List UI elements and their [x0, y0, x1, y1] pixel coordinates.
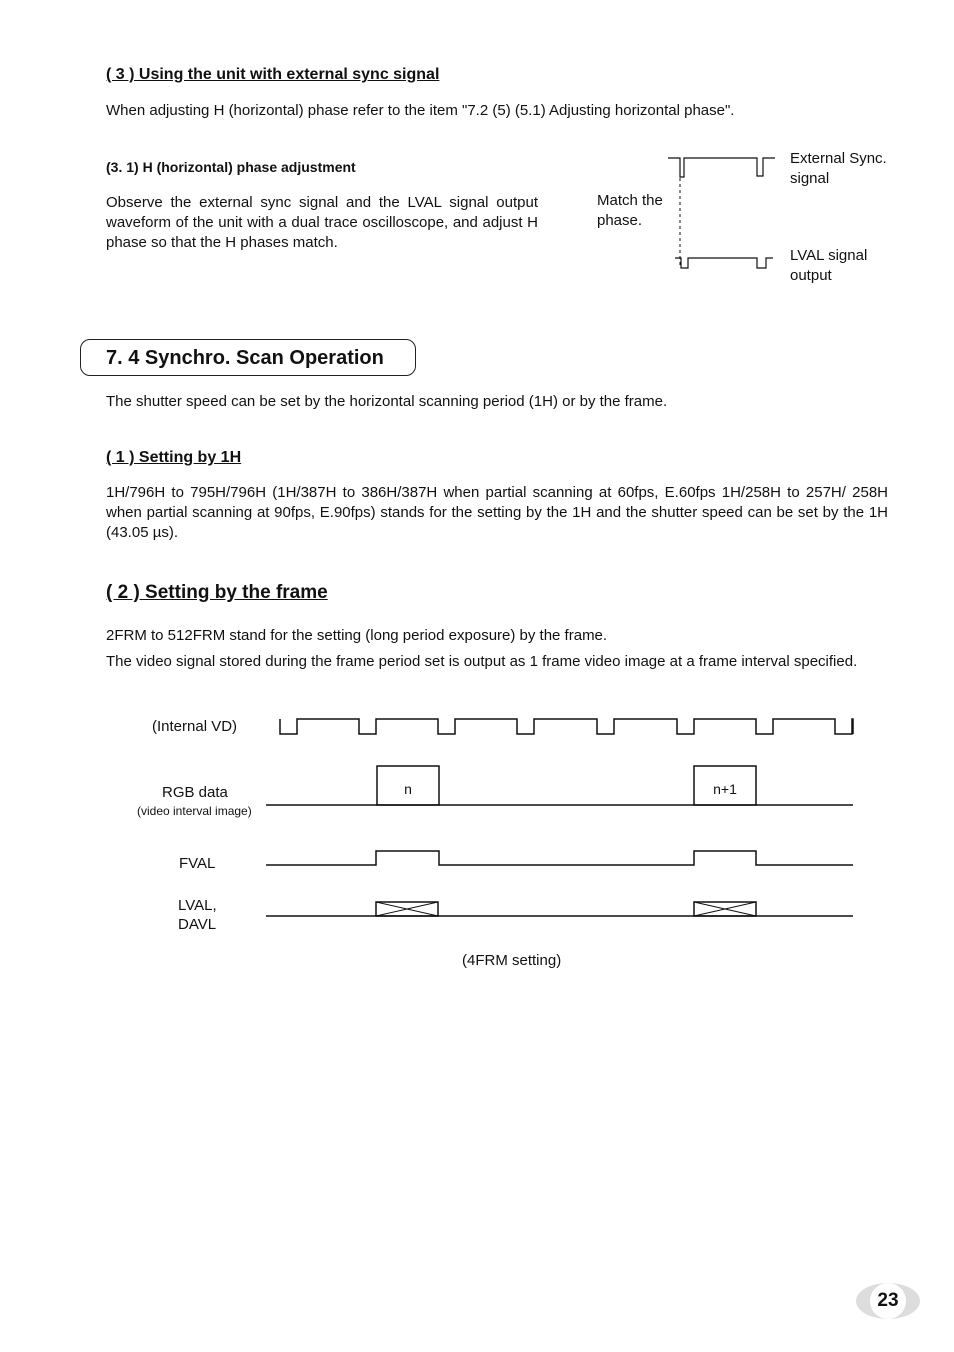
lval-signal-label: LVAL signal output: [790, 247, 868, 284]
internal-vd-label: (Internal VD): [152, 718, 238, 735]
fval-label: FVAL: [179, 855, 216, 872]
rgb-data-sublabel: (video interval image): [137, 804, 252, 818]
lval-active-n1: [694, 902, 756, 916]
setting-1h-heading: ( 1 ) Setting by 1H: [106, 449, 242, 466]
page-number-badge: [856, 1283, 920, 1319]
external-sync-label: External Sync. signal: [790, 150, 887, 187]
section-3-intro: When adjusting H (horizontal) phase refer to the item "7.2 (5) (5.1) Adjusting horizontal phase".: [106, 102, 735, 119]
lval-active-n: [376, 902, 438, 916]
internal-vd-waveform: [280, 719, 853, 734]
rgb-frame-n1: [694, 766, 756, 805]
section-7-4-intro: The shutter speed can be set by the horizontal scanning period (1H) or by the frame.: [106, 393, 668, 410]
setting-frame-text-1: 2FRM to 512FRM stand for the setting (long period exposure) by the frame.: [106, 627, 608, 644]
rgb-frame-n: [377, 766, 439, 805]
setting-1h-text: 1H/796H to 795H/796H (1H/387H to 386H/387H when partial scanning at 60fps, E.60fps 1H/258H to 257H/ 258H when partial scanning at 90fps, E.90fps) stands for the setting by the 1H and the shutter speed can be set by the 1H (43.05 µs).: [106, 484, 888, 541]
lval-waveform: [675, 258, 773, 268]
page-number: 23: [870, 1283, 906, 1319]
vd-pulse-train: [280, 719, 853, 734]
frame-n-label: n: [404, 781, 412, 797]
section-3-heading: ( 3 ) Using the unit with external sync signal: [106, 66, 440, 83]
setting-frame-heading: ( 2 ) Setting by the frame: [106, 582, 328, 603]
external-sync-waveform: [668, 158, 775, 177]
lval-label: LVAL,: [178, 897, 217, 914]
section-7-4-title: 7. 4 Synchro. Scan Operation: [80, 339, 416, 376]
setting-frame-text-2: The video signal stored during the frame period set is output as 1 frame video image at a frame interval specified.: [106, 653, 858, 670]
timing-caption: (4FRM setting): [462, 952, 562, 969]
frame-n1-label: n+1: [713, 781, 737, 797]
rgb-data-label: RGB data: [162, 784, 228, 801]
match-phase-label: Match the phase.: [597, 192, 663, 229]
subsection-3-1-text: Observe the external sync signal and the LVAL signal output waveform of the unit with a dual trace oscilloscope, and adjust H phase so that the H phases match.: [106, 194, 538, 251]
subsection-3-1-heading: (3. 1) H (horizontal) phase adjustment: [106, 159, 356, 175]
davl-label: DAVL: [178, 916, 217, 933]
fval-waveform: [266, 851, 853, 865]
